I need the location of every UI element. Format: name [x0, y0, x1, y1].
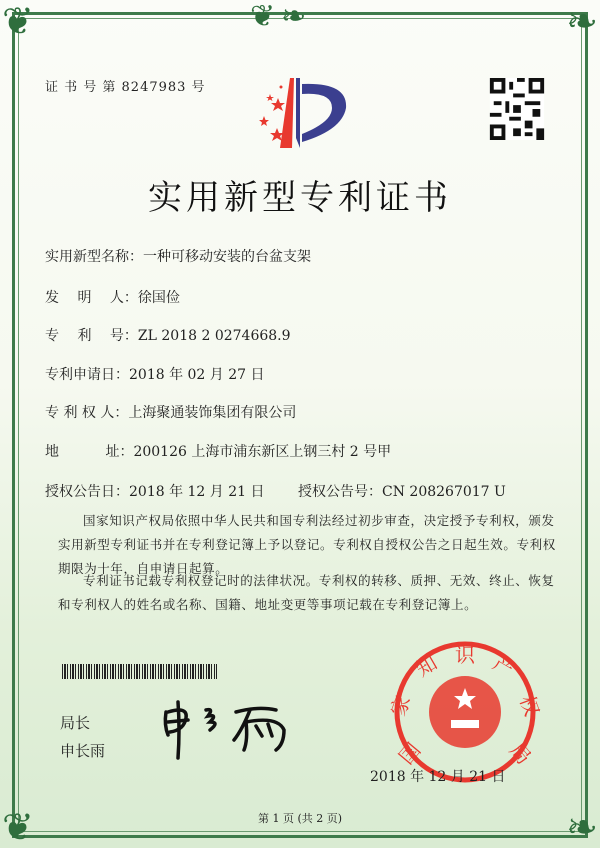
director-name: 申长雨	[60, 742, 106, 760]
field-inventor	[45, 287, 180, 307]
svg-text:国: 国	[394, 738, 426, 769]
legal-status-statement: 专利证书记载专利权登记时的法律状况。专利权的转移、质押、无效、终止、恢复和专利权人的姓名或名称、国籍、地址变更等事项记载在专利登记簿上。	[58, 573, 555, 612]
corner-ornament-icon: ❦	[2, 805, 34, 849]
field-label: 实用新型名称：	[45, 249, 143, 265]
field-label: 地 址：	[45, 444, 134, 460]
svg-text:知: 知	[411, 650, 442, 682]
field-value: 2018 年 12 月 21 日	[129, 484, 265, 500]
field-utility-model-name	[45, 246, 311, 266]
grant-statement: 国家知识产权局依照中华人民共和国专利法经过初步审查，决定授予专利权，颁发实用新型专利证书并在专利登记簿上予以登记。专利权自授权公告之日起生效。专利权期限为十年，自申请日起算。	[58, 513, 556, 576]
certificate-title: 实用新型专利证书	[148, 178, 452, 218]
svg-text:局: 局	[504, 738, 536, 769]
field-value: 一种可移动安装的台盆支架	[143, 249, 311, 265]
svg-text:识: 识	[455, 643, 475, 667]
field-label: 授权公告日：	[45, 484, 129, 500]
seal-date: 2018 年 12 月 21 日	[370, 769, 506, 785]
field-value: 2018 年 02 月 27 日	[129, 367, 265, 383]
field-value: 200126 上海市浦东新区上钢三村 2 号甲	[133, 444, 392, 460]
field-label: 专利申请日：	[45, 367, 129, 383]
field-value: 上海聚通装饰集团有限公司	[128, 405, 297, 421]
svg-text:权: 权	[514, 692, 545, 720]
page-number: 第 1 页 (共 2 页)	[257, 812, 343, 825]
field-value: 徐国俭	[137, 290, 180, 306]
certificate-number: 证 书 号 第 8247983 号	[45, 80, 206, 95]
field-patent-number	[45, 325, 291, 345]
top-ornament-icon: ❦❧	[250, 0, 313, 34]
field-announcement-number	[298, 481, 506, 501]
field-value: ZL 2018 2 0274668.9	[137, 328, 291, 344]
field-address	[45, 441, 391, 461]
qr-code-icon	[489, 78, 545, 140]
field-label: 专 利 号：	[45, 328, 138, 344]
svg-text:产: 产	[488, 650, 519, 682]
field-value: CN 208267017 U	[382, 484, 506, 500]
field-application-date	[45, 364, 265, 384]
field-label: 授权公告号：	[298, 484, 382, 500]
field-patentee	[45, 402, 296, 422]
field-label: 专 利 权 人：	[45, 405, 129, 421]
barcode	[62, 664, 217, 679]
field-label: 发 明 人：	[45, 290, 138, 306]
cnipa-logo-icon	[250, 78, 350, 148]
svg-text:家: 家	[385, 692, 416, 720]
corner-ornament-icon: ❦	[2, 0, 34, 43]
director-signature	[158, 700, 298, 760]
director-title: 局长	[60, 714, 91, 732]
field-grant-date	[45, 481, 265, 501]
corner-ornament-icon: ❧	[566, 805, 598, 849]
corner-ornament-icon: ❧	[566, 0, 598, 43]
